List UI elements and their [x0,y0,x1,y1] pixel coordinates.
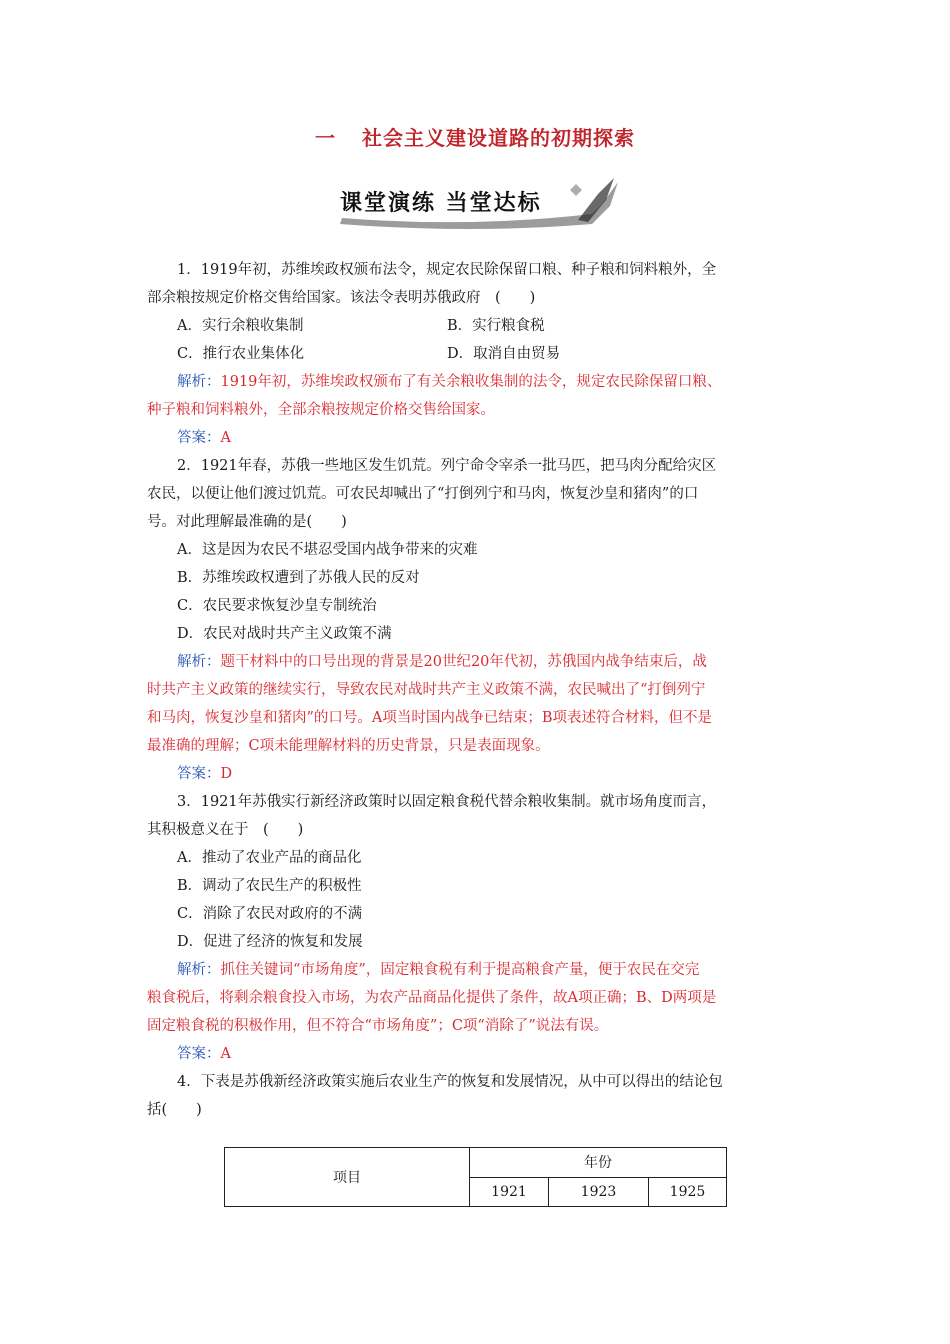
agriculture-table [224,1147,727,1207]
q1-option-a: A．实行余粮收集制 [177,318,304,334]
q1-option-b: B．实行粮食税 [447,318,545,334]
page-title [0,122,950,151]
q4-stem-line-2: 括( ) [147,1102,202,1118]
table-header-row [225,1148,727,1178]
q3-analysis-line-2: 粮食税后，将剩余粮食投入市场，为农产品商品化提供了条件，故A项正确；B、D两项是 [147,990,717,1006]
q1-stem-line-2: 部余粮按规定价格交售给国家。该法令表明苏俄政府 ( ) [147,290,536,306]
q1-option-d: D．取消自由贸易 [447,346,561,362]
table-header-item: 项目 [225,1148,470,1207]
q1-stem-line-1: 1．1919年初，苏维埃政权颁布法令，规定农民除保留口粮、种子粮和饲料粮外，全 [177,262,717,278]
q1-analysis-line-1 [147,368,807,396]
q3-analysis-label: 解析： [177,962,221,978]
title-text: 社会主义建设道路的初期探索 [362,126,635,150]
q2-option-d: D．农民对战时共产主义政策不满 [177,626,392,642]
q3-option-d: D．促进了经济的恢复和发展 [177,934,363,950]
q3-option-a: A．推动了农业产品的商品化 [177,850,362,866]
q1-analysis-label: 解析： [177,374,221,390]
q2-analysis-line-2: 时共产主义政策的继续实行，导致农民对战时共产主义政策不满，农民喊出了“打倒列宁 [147,682,706,698]
q1-answer-label: 答案： [177,430,221,446]
q1-answer [147,424,807,452]
q1-analysis-line-2: 种子粮和饲料粮外，全部余粮按规定价格交售给国家。 [147,402,495,418]
table-year-1925: 1925 [649,1177,727,1207]
q4-stem-line-1: 4．下表是苏俄新经济政策实施后农业生产的恢复和发展情况，从中可以得出的结论包 [177,1074,723,1090]
q3-stem-line-2: 其积极意义在于 ( ) [147,822,304,838]
banner-text: 课堂演练 当堂达标 [340,191,542,216]
q2-option-a: A．这是因为农民不堪忍受国内战争带来的灾难 [177,542,478,558]
question-list [147,256,807,1124]
q2-option-b: B．苏维埃政权遭到了苏俄人民的反对 [177,570,420,586]
section-banner [330,176,620,232]
q3-option-b: B．调动了农民生产的积极性 [177,878,362,894]
q1-options-row-2 [147,340,807,368]
q2-stem-line-3: 号。对此理解最准确的是( ) [147,514,347,530]
q3-analysis-line-3: 固定粮食税的积极作用，但不符合“市场角度”；C项“消除了”说法有误。 [147,1018,609,1034]
q3-analysis-line-1 [147,956,807,984]
q2-analysis-text-1: 题干材料中的口号出现的背景是20世纪20年代初，苏俄国内战争结束后，战 [220,654,707,670]
q3-answer-value: A [220,1046,231,1062]
q2-analysis-line-3: 和马肉，恢复沙皇和猪肉”的口号。A项当时国内战争已结束；B项表述符合材料，但不是 [147,710,713,726]
q1-option-c: C．推行农业集体化 [177,346,305,362]
q1-analysis-text-1: 1919年初，苏维埃政权颁布了有关余粮收集制的法令，规定农民除保留口粮、 [220,374,722,390]
q3-stem-line-1: 3．1921年苏俄实行新经济政策时以固定粮食税代替余粮收集制。就市场角度而言， [177,794,717,810]
q3-answer [147,1040,807,1068]
q2-stem-line-2: 农民，以便让他们渡过饥荒。可农民却喊出了“打倒列宁和马肉，恢复沙皇和猪肉”的口 [147,486,699,502]
q2-analysis-line-4: 最准确的理解；C项未能理解材料的历史背景，只是表面现象。 [147,738,550,754]
q2-answer-label: 答案： [177,766,221,782]
q3-option-c: C．消除了农民对政府的不满 [177,906,363,922]
title-number: 一 [315,126,336,150]
table-year-1923: 1923 [549,1177,649,1207]
table-header-year: 年份 [470,1148,727,1178]
q2-analysis-line-1 [147,648,807,676]
q1-options-row-1 [147,312,807,340]
q3-answer-label: 答案： [177,1046,221,1062]
q2-answer-value: D [220,766,233,782]
q3-analysis-text-1: 抓住关键词“市场角度”，固定粮食税有利于提高粮食产量，便于农民在交完 [220,962,700,978]
q1-answer-value: A [220,430,231,446]
q2-option-c: C．农民要求恢复沙皇专制统治 [177,598,377,614]
q2-stem-line-1: 2．1921年春，苏俄一些地区发生饥荒。列宁命令宰杀一批马匹，把马肉分配给灾区 [177,458,717,474]
q2-answer [147,760,807,788]
table-year-1921: 1921 [470,1177,549,1207]
q2-analysis-label: 解析： [177,654,221,670]
